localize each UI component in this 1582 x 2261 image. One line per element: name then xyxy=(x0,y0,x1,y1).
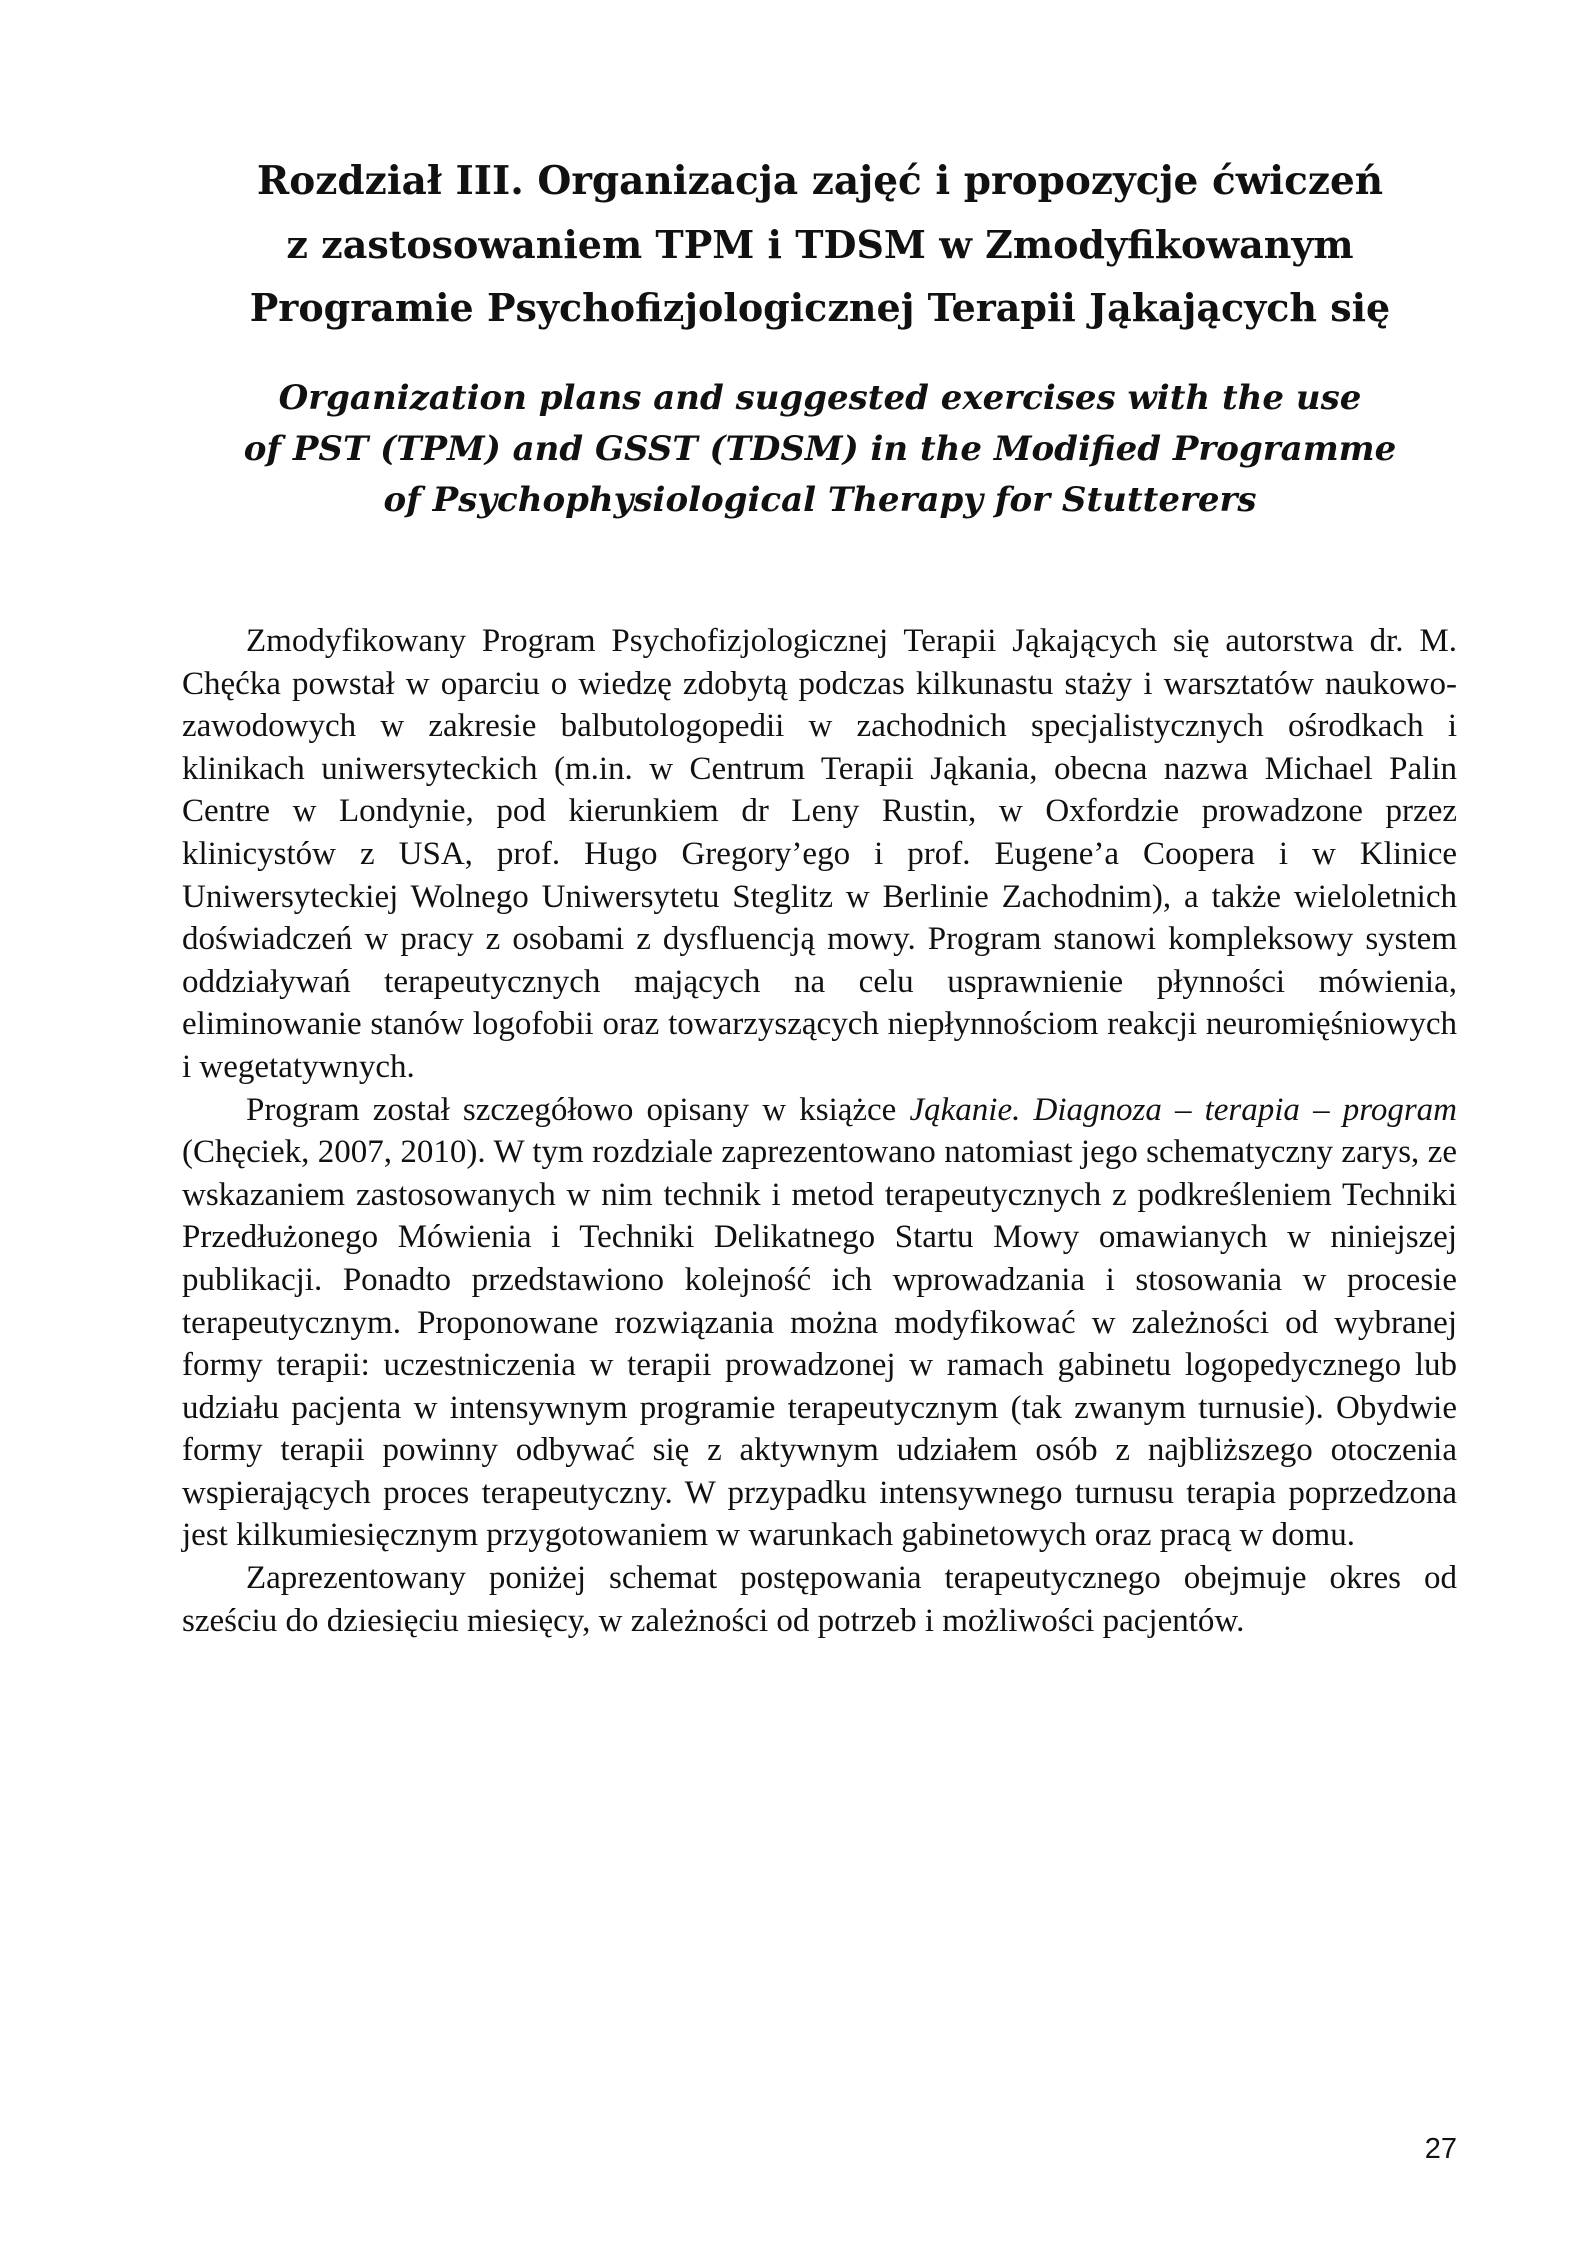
chapter-subtitle-line: of Psychophysiological Therapy for Stutterers xyxy=(383,480,1257,520)
chapter-title-line: Rozdział III. Organizacja zajęć i propozycje ćwiczeń xyxy=(256,158,1384,204)
chapter-subtitle-english xyxy=(160,373,1480,526)
paragraph-2-text: (Chęciek, 2007, 2010). W tym rozdziale zaprezentowano natomiast jego schematyczny zarys, ze wskazaniem zastosowanych w nim technik i metod terapeutycznych z podkreśleniem Techniki Przedłużonego Mówienia i Techniki Delikatnego Startu Mowy omawianych w niniejszej publikacji. Ponadto przedstawiono kolejność ich wprowadzania i stosowania w procesie terapeutycznym. Proponowane rozwiązania można modyfikować w zależności od wybranej formy terapii: uczestniczenia w terapii prowadzonej w ramach gabinetu logopedycznego lub udziału pacjenta w intensywnym programie terapeutycznym (tak zwanym turnusie). Obydwie formy terapii powinny odbywać się z aktywnym udziałem osób z najbliższego otoczenia wspierających proces terapeutyczny. W przypadku intensywnego turnusu terapia poprzedzona jest kilkumiesięcznym przygotowaniem w warunkach gabinetowych oraz pracą w domu. xyxy=(182,1134,1457,1554)
paragraph-2-text: Program został szczegółowo opisany w książce xyxy=(246,1091,910,1128)
chapter-subtitle-line: Organization plans and suggested exercises with the use xyxy=(278,378,1362,418)
chapter-title-line: Programie Psychofizjologicznej Terapii Jąkających się xyxy=(249,285,1391,330)
paragraph-2 xyxy=(182,1089,1457,1558)
chapter-title-line: z zastosowaniem TPM i TDSM w Zmodyfikowanym xyxy=(286,222,1354,267)
chapter-title xyxy=(160,150,1480,339)
page-number: 27 xyxy=(1424,2133,1457,2165)
paragraph-1: Zmodyfikowany Program Psychofizjologicznej Terapii Jąkających się autorstwa dr. M. Chęćka powstał w oparciu o wiedzę zdobytą podczas kilkunastu staży i warsztatów naukowo-zawodowych w zakresie balbutologopedii w zachodnich specjalistycznych ośrodkach i klinikach uniwersyteckich (m.in. w Centrum Terapii Jąkania, obecna nazwa Michael Palin Centre w Londynie, pod kierunkiem dr Leny Rustin, w Oxfordzie prowadzone przez klinicystów z USA, prof. Hugo Gregory’ego i prof. Eugene’a Coopera i w Klinice Uniwersyteckiej Wolnego Uniwersytetu Steglitz w Berlinie Zachodnim), a także wieloletnich doświadczeń w pracy z osobami z dysfluencją mowy. Program stanowi kompleksowy system oddziaływań terapeutycznych mających na celu usprawnienie płynności mówienia, eliminowanie stanów logofobii oraz towarzyszących niepłynnościom reakcji neuromięśniowych i wegetatywnych. xyxy=(182,623,1457,1085)
chapter-subtitle-line: of PST (TPM) and GSST (TDSM) in the Modified Programme xyxy=(243,429,1397,469)
book-title: Jąkanie. Diagnoza – terapia – program xyxy=(909,1091,1457,1128)
body-text xyxy=(182,620,1457,1642)
paragraph-3: Zaprezentowany poniżej schemat postępowania terapeutycznego obejmuje okres od sześciu do dziesięciu miesięcy, w zależności od potrzeb i możliwości pacjentów. xyxy=(182,1560,1457,1639)
